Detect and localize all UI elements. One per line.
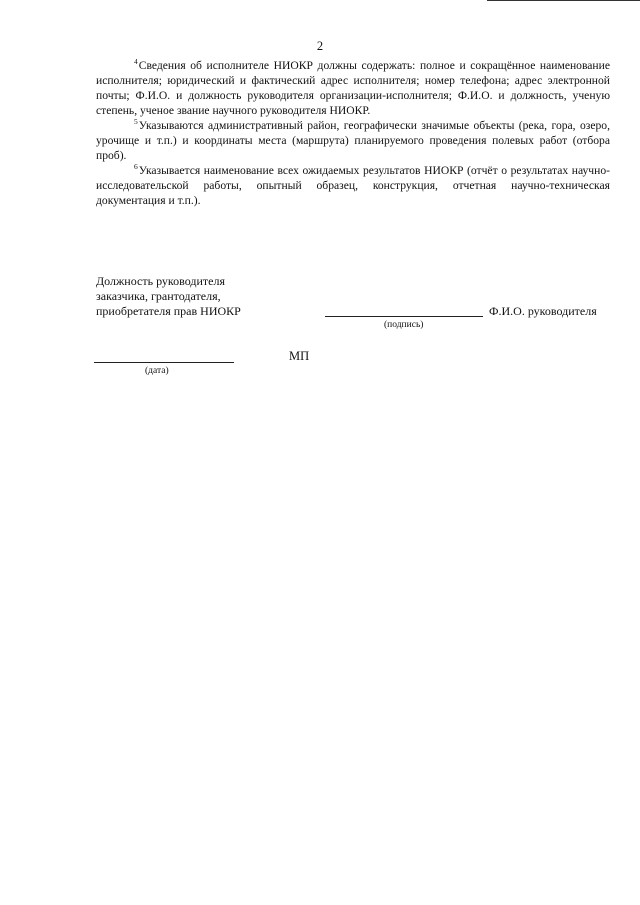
- signature-line: [325, 316, 483, 317]
- footnote-text: Сведения об исполнителе НИОКР должны содержать: полное и сокращённое наименование исполнителя; юридический и фактический адрес исполнителя; номер телефона; адрес электронной почты; Ф.И.О. и должность руководителя организации-исполнителя; Ф.И.О. и должность, ученую степень, ученое звание научного руководителя НИОКР.: [96, 59, 610, 117]
- top-edge-rule: [487, 0, 640, 1]
- position-line: заказчика, грантодателя,: [96, 289, 221, 303]
- date-caption: (дата): [145, 366, 169, 376]
- date-line: [94, 362, 234, 363]
- footnote-mark: 5: [134, 117, 138, 126]
- footnote-mark: 6: [134, 162, 138, 171]
- signatory-position-label: [96, 274, 241, 319]
- footnote-mark: 4: [134, 57, 138, 66]
- footnotes-section: [96, 58, 610, 208]
- footnote-6: [96, 163, 610, 208]
- footnote-4: [96, 58, 610, 118]
- position-line: приобретателя прав НИОКР: [96, 304, 241, 318]
- signature-caption: (подпись): [384, 320, 424, 330]
- stamp-place-label: МП: [289, 349, 310, 363]
- position-line: Должность руководителя: [96, 274, 225, 288]
- fio-label: Ф.И.О. руководителя: [489, 304, 597, 318]
- footnote-text: Указывается наименование всех ожидаемых результатов НИОКР (отчёт о результатах научно-исследовательской работы, опытный образец, конструкция, отчетная научно-техническая документация и т.п.).: [96, 164, 610, 207]
- page-number: 2: [316, 39, 324, 53]
- footnote-5: [96, 118, 610, 163]
- footnote-text: Указываются административный район, географически значимые объекты (река, гора, озеро, урочище и т.п.) и координаты места (маршрута) планируемого проведения полевых работ (отбора проб).: [96, 119, 610, 162]
